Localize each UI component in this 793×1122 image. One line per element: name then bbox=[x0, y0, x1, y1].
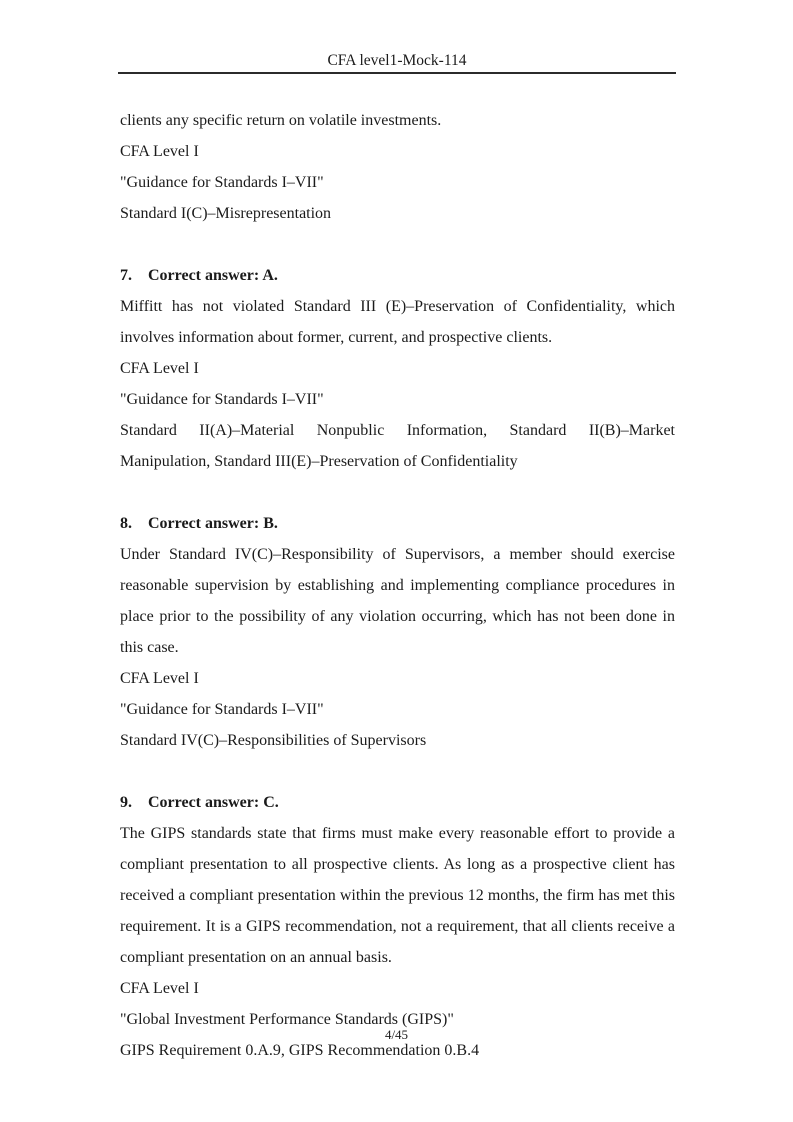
answer-number: 7. bbox=[120, 267, 132, 284]
answer-number: 8. bbox=[120, 515, 132, 532]
explanation-paragraph: The GIPS standards state that firms must make every reasonable effort to provide a compliant presentation to all prospective clients. As long as a prospective client has received a compliant presentation within the previous 12 months, the firm has met this requirement. It is a GIPS recommendation, not a requirement, that all clients receive a compliant presentation on an annual basis. bbox=[120, 825, 675, 966]
reference-line: CFA Level I bbox=[120, 980, 199, 997]
reference-line: Standard II(A)–Material Nonpublic Information, Standard II(B)–Market Manipulation, Standard III(E)–Preservation of Confidentiality bbox=[120, 422, 675, 470]
answer-heading bbox=[120, 508, 675, 539]
answer-heading bbox=[120, 260, 675, 291]
answer-heading-label: Correct answer: B. bbox=[148, 515, 278, 532]
reference-line: "Guidance for Standards I–VII" bbox=[120, 174, 324, 191]
answer-heading bbox=[120, 787, 675, 818]
explanation-paragraph: Under Standard IV(C)–Responsibility of Supervisors, a member should exercise reasonable supervision by establishing and implementing compliance procedures in place prior to the possibility of any violation occurring, which has not been done in this case. bbox=[120, 546, 675, 656]
reference-line: CFA Level I bbox=[120, 670, 199, 687]
reference-line: GIPS Requirement 0.A.9, GIPS Recommendation 0.B.4 bbox=[120, 1042, 480, 1059]
answer-number: 9. bbox=[120, 794, 132, 811]
reference-line: "Guidance for Standards I–VII" bbox=[120, 391, 324, 408]
reference-line: CFA Level I bbox=[120, 360, 199, 377]
answer-heading-label: Correct answer: C. bbox=[148, 794, 279, 811]
explanation-paragraph: Miffitt has not violated Standard III (E)–Preservation of Confidentiality, which involves information about former, current, and prospective clients. bbox=[120, 298, 675, 346]
header-title: CFA level1-Mock-114 bbox=[327, 52, 467, 69]
document-body bbox=[120, 74, 675, 1066]
reference-line: CFA Level I bbox=[120, 143, 199, 160]
answer-section-9 bbox=[120, 787, 675, 1066]
answer-section-7 bbox=[120, 260, 675, 477]
page-number: 4/45 bbox=[384, 1027, 409, 1042]
continuation-line: clients any specific return on volatile investments. bbox=[120, 112, 442, 129]
answer-heading-label: Correct answer: A. bbox=[148, 267, 278, 284]
answer-section-8 bbox=[120, 508, 675, 756]
reference-line: Standard I(C)–Misrepresentation bbox=[120, 205, 332, 222]
reference-line: "Guidance for Standards I–VII" bbox=[120, 701, 324, 718]
reference-line: "Global Investment Performance Standards (GIPS)" bbox=[120, 1011, 454, 1028]
page-header bbox=[118, 0, 676, 74]
reference-line: Standard IV(C)–Responsibilities of Supervisors bbox=[120, 732, 427, 749]
